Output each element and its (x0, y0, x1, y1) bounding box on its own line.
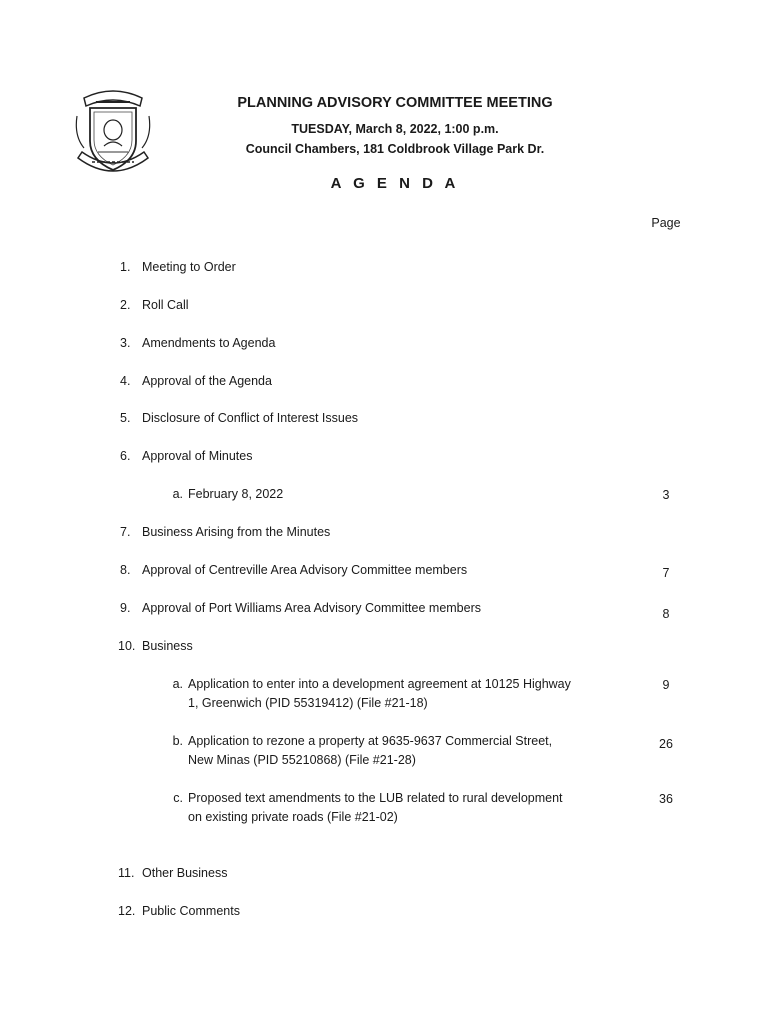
subitem-label-line1: Proposed text amendments to the LUB related to rural development (188, 791, 563, 805)
page-number: 3 (662, 488, 670, 502)
item-label: Roll Call (142, 298, 189, 312)
item-number: 9. (120, 601, 131, 615)
item-label: Amendments to Agenda (142, 336, 276, 350)
item-number: 1. (120, 260, 131, 274)
item-number: 3. (120, 336, 131, 350)
item-label: Meeting to Order (142, 260, 236, 274)
page-number: 9 (662, 678, 670, 692)
item-label: Approval of Port Williams Area Advisory Committee members (142, 601, 481, 615)
subitem-label-line2: 1, Greenwich (PID 55319412) (File #21-18) (188, 696, 428, 710)
page-number: 36 (659, 792, 673, 806)
subitem-label: February 8, 2022 (188, 487, 284, 501)
item-label: Business (142, 639, 193, 653)
item-number: 2. (120, 298, 131, 312)
page-number: 7 (662, 566, 670, 580)
subitem-label-line2: on existing private roads (File #21-02) (188, 810, 398, 824)
page-number: 8 (662, 607, 670, 621)
item-number: 8. (120, 563, 131, 577)
agenda-heading: A G E N D A (330, 175, 460, 192)
item-label: Business Arising from the Minutes (142, 525, 331, 539)
meeting-date: TUESDAY, March 8, 2022, 1:00 p.m. (291, 122, 499, 136)
page-number: 26 (659, 737, 673, 751)
meeting-title: PLANNING ADVISORY COMMITTEE MEETING (237, 95, 553, 111)
subitem-label-line1: Application to rezone a property at 9635-9637 Commercial Street, (188, 734, 553, 748)
subitem-letter: a. (172, 487, 183, 501)
item-number: 12. (118, 904, 136, 918)
item-number: 4. (120, 374, 131, 388)
item-number: 7. (120, 525, 131, 539)
page-column-label: Page (651, 216, 681, 230)
subitem-letter: b. (172, 734, 183, 748)
subitem-letter: c. (173, 791, 183, 805)
meeting-location: Council Chambers, 181 Coldbrook Village Park Dr. (245, 142, 545, 156)
item-label: Disclosure of Conflict of Interest Issues (142, 411, 359, 425)
item-label: Approval of the Agenda (142, 374, 272, 388)
item-number: 11. (118, 866, 135, 880)
item-number: 6. (120, 449, 131, 463)
item-number: 5. (120, 411, 131, 425)
item-label: Other Business (142, 866, 228, 880)
subitem-label-line1: Application to enter into a development agreement at 10125 Highway (188, 677, 571, 691)
municipal-seal-icon (74, 86, 152, 176)
item-number: 10. (118, 639, 136, 653)
subitem-label-line2: New Minas (PID 55210868) (File #21-28) (188, 753, 416, 767)
item-label: Approval of Minutes (142, 449, 253, 463)
item-label: Public Comments (142, 904, 240, 918)
item-label: Approval of Centreville Area Advisory Committee members (142, 563, 468, 577)
subitem-letter: a. (172, 677, 183, 691)
